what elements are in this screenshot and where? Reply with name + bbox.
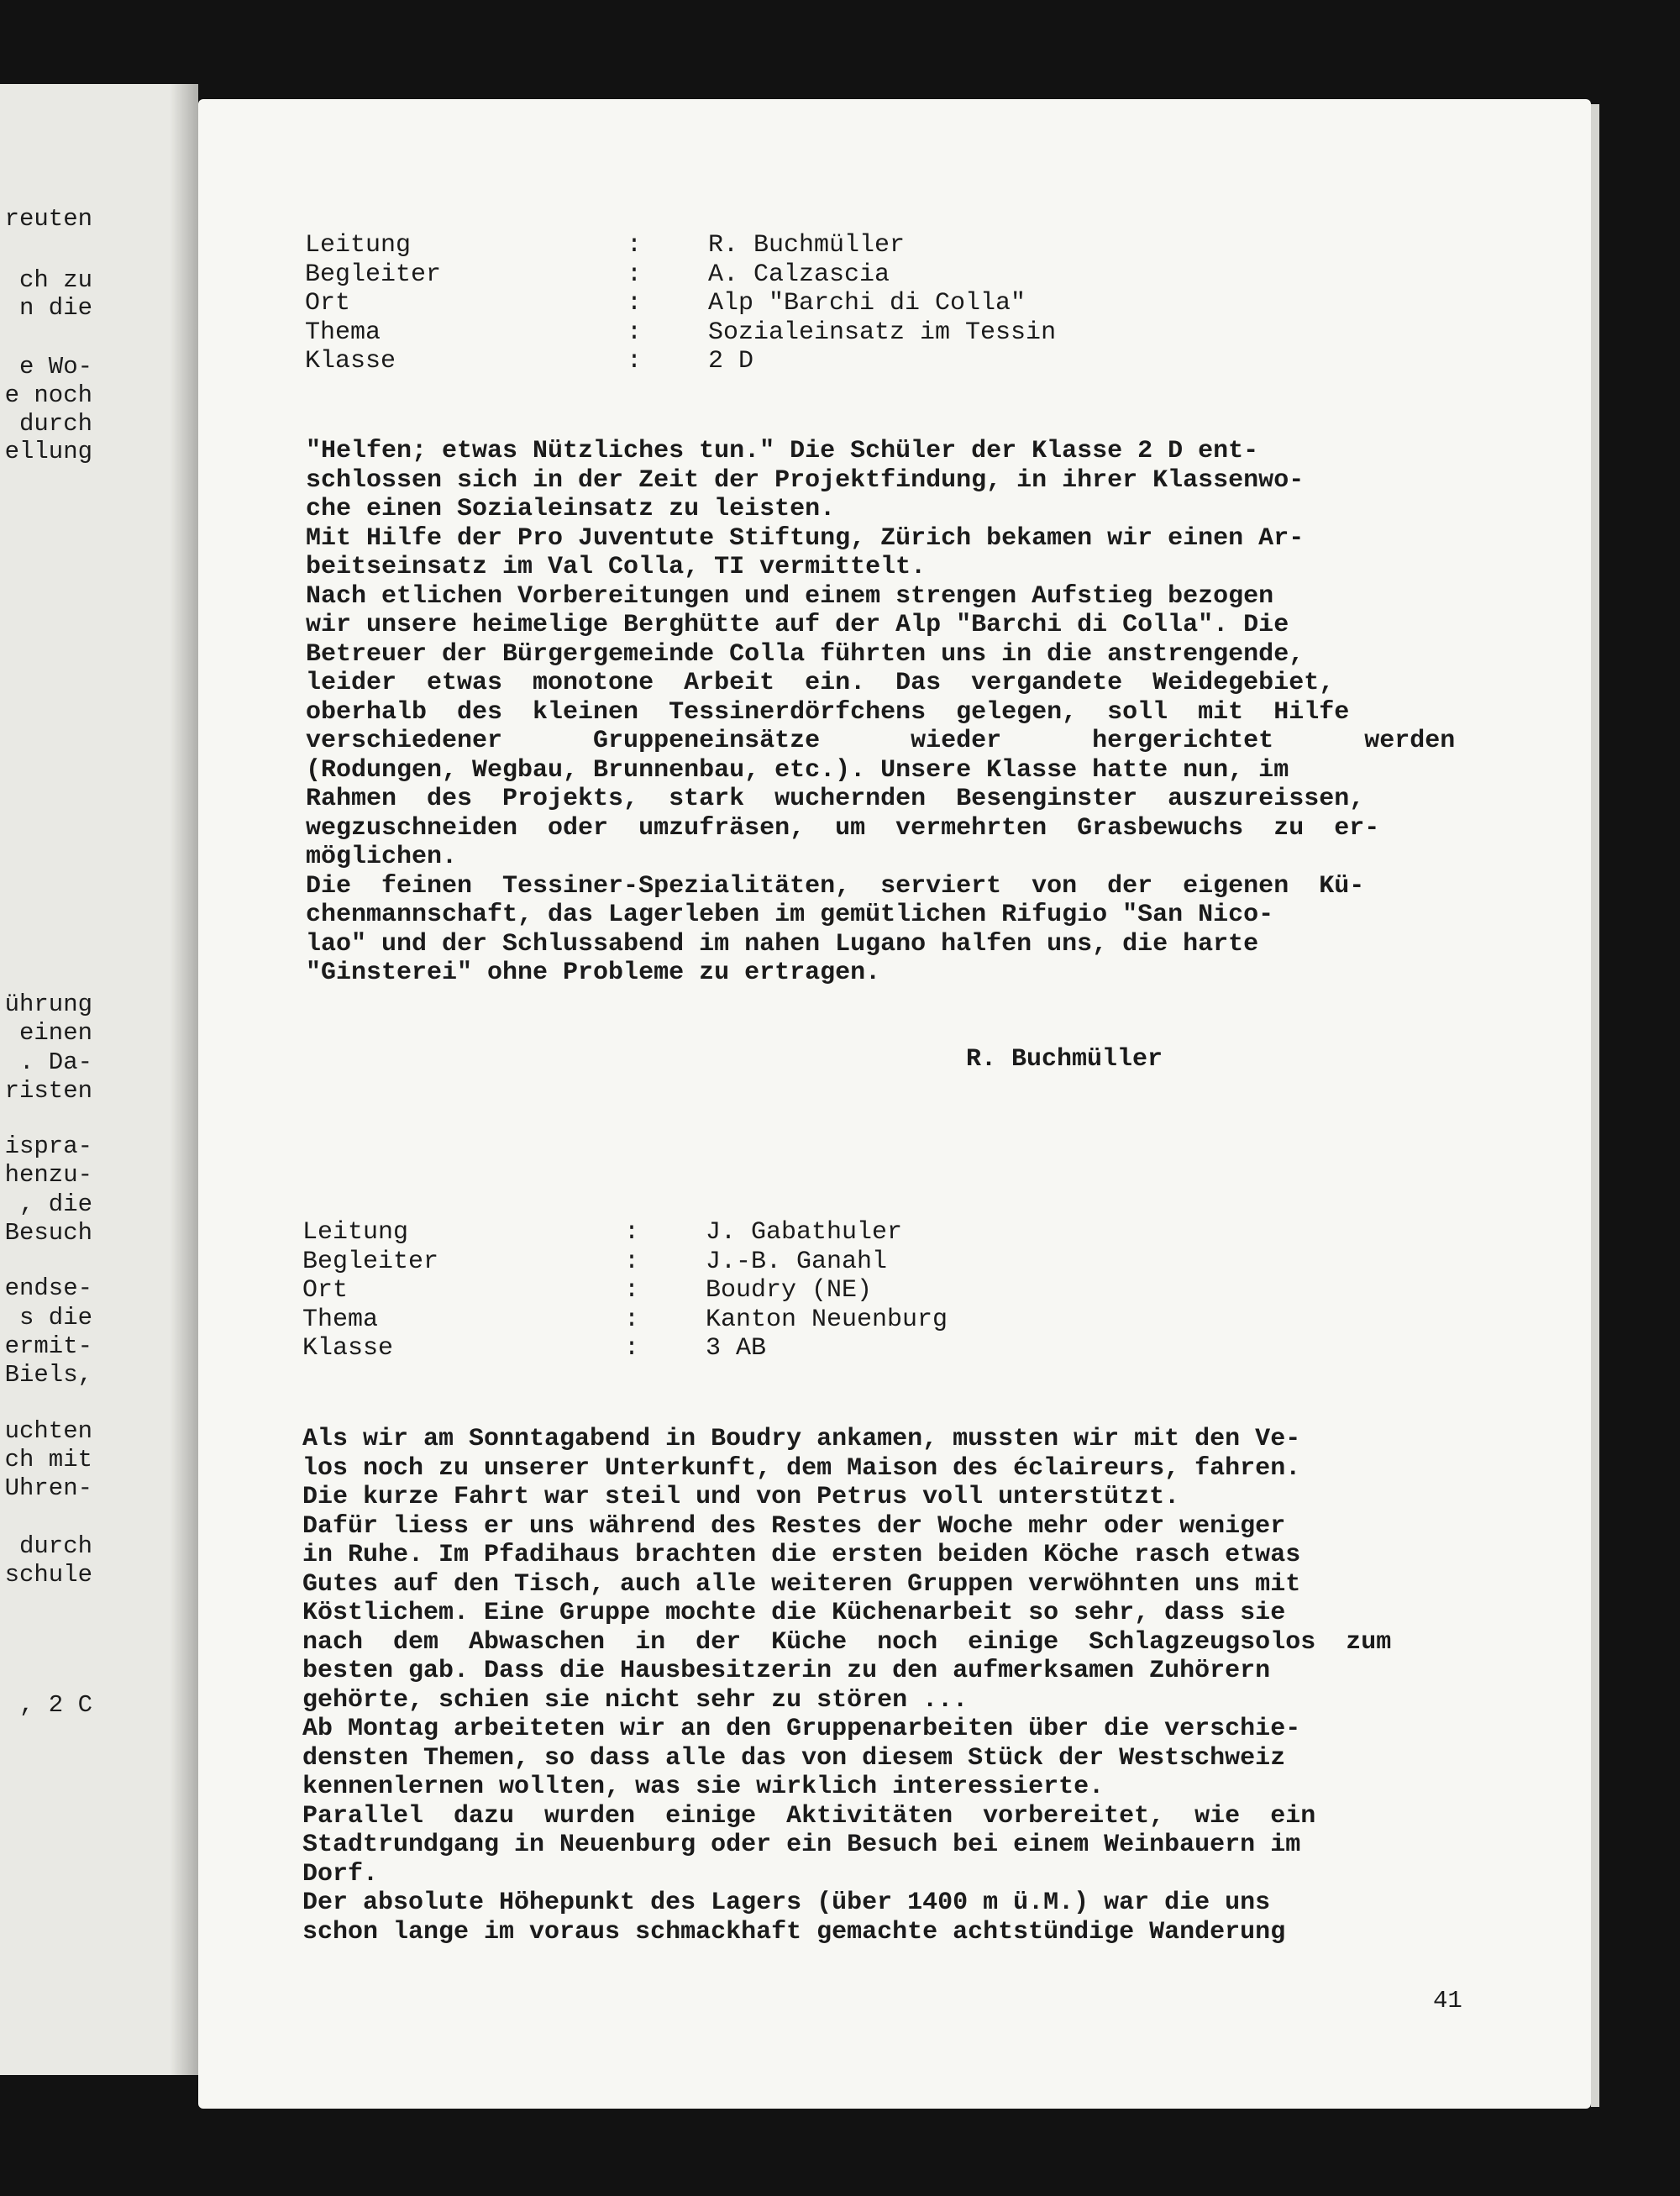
meta-value: Kanton Neuenburg — [706, 1305, 948, 1334]
meta-value: J. Gabathuler — [706, 1218, 903, 1247]
text-line: Mit Hilfe der Pro Juventute Stiftung, Zürich bekamen wir einen Ar- — [306, 523, 1305, 553]
left-page-fragment: ermit- — [4, 1332, 92, 1360]
left-page-fragment: durch — [18, 410, 92, 438]
meta-colon: : — [624, 1218, 640, 1247]
text-line: Dorf. — [302, 1859, 379, 1889]
left-page-fragment: endse- — [4, 1274, 92, 1302]
left-page-fragment: , 2 C — [18, 1691, 92, 1719]
text-line: Die kurze Fahrt war steil und von Petrus voll unterstützt. — [302, 1483, 1180, 1511]
left-page-fragment: ch mit — [4, 1446, 92, 1474]
text-line: Gutes auf den Tisch, auch alle weiteren Gruppen verwöhnten uns mit — [302, 1569, 1301, 1599]
text-line: schon lange im voraus schmackhaft gemachte achtstündige Wanderung — [302, 1917, 1286, 1946]
page-number: 41 — [1433, 1987, 1462, 2015]
text-line: Stadtrundgang in Neuenburg oder ein Besuch bei einem Weinbauern im — [302, 1831, 1301, 1859]
text-line: Betreuer der Bürgergemeinde Colla führten uns in die anstrengende, — [306, 639, 1305, 669]
left-page-fragment: risten — [4, 1077, 92, 1105]
meta-colon: : — [627, 318, 643, 347]
meta-value: Boudry (NE) — [706, 1276, 873, 1305]
text-line: Nach etlichen Vorbereitungen und einem strengen Aufstieg bezogen — [306, 581, 1274, 611]
left-page-fragment: s die — [18, 1304, 92, 1332]
left-page-fragment: , die — [18, 1190, 92, 1218]
meta-value: J.-B. Ganahl — [706, 1247, 888, 1276]
meta-value: R. Buchmüller — [708, 231, 906, 260]
text-line: kennenlernen wollten, was sie wirklich interessierte. — [302, 1773, 1105, 1801]
meta-label: Klasse — [302, 1334, 394, 1363]
left-page-fragment: Uhren- — [4, 1474, 92, 1502]
text-line: oberhalb des kleinen Tessinerdörfchens gelegen, soll mit Hilfe — [306, 697, 1350, 727]
section2-body — [302, 1425, 1391, 1946]
meta-colon: : — [627, 260, 643, 289]
meta-label: Ort — [302, 1276, 349, 1305]
meta-value: Alp "Barchi di Colla" — [708, 289, 1026, 318]
text-line: schlossen sich in der Zeit der Projektfindung, in ihrer Klassenwo- — [306, 465, 1305, 495]
meta-label: Thema — [302, 1305, 379, 1334]
text-line: Rahmen des Projekts, stark wuchernden Besenginster auszureissen, — [306, 785, 1365, 813]
left-page-fragment: ellung — [4, 438, 92, 465]
meta-value: 3 AB — [706, 1334, 767, 1363]
left-page-fragment: henzu- — [4, 1161, 92, 1189]
left-page-fragment: reuten — [4, 205, 92, 233]
text-line: nach dem Abwaschen in der Küche noch einige Schlagzeugsolos zum — [302, 1627, 1392, 1657]
text-line: densten Themen, so dass alle das von diesem Stück der Westschweiz — [302, 1743, 1286, 1773]
left-page-fragment: Besuch — [4, 1219, 92, 1247]
left-page-fragment: schule — [4, 1561, 92, 1589]
text-line: wegzuschneiden oder umzufräsen, um vermehrten Grasbewuchs zu er- — [306, 813, 1380, 843]
meta-label: Ort — [305, 289, 351, 318]
text-line: lao" und der Schlussabend im nahen Lugano halfen uns, die harte — [306, 929, 1259, 959]
text-line: in Ruhe. Im Pfadihaus brachten die ersten beiden Köche rasch etwas — [302, 1541, 1301, 1569]
section1-body — [306, 437, 1455, 988]
text-line: che einen Sozialeinsatz zu leisten. — [306, 495, 836, 523]
left-page-fragment: ührung — [4, 990, 92, 1018]
meta-colon: : — [627, 289, 643, 318]
text-line: Als wir am Sonntagabend in Boudry ankamen, mussten wir mit den Ve- — [302, 1425, 1301, 1453]
meta-label: Begleiter — [302, 1247, 439, 1276]
text-line: Die feinen Tessiner-Spezialitäten, serviert von der eigenen Kü- — [306, 871, 1365, 901]
text-line: möglichen. — [306, 843, 458, 871]
left-page-fragment: ch zu — [18, 266, 92, 294]
left-page-fragment: n die — [18, 294, 92, 322]
text-line: beitseinsatz im Val Colla, TI vermittelt. — [306, 553, 927, 581]
text-line: "Helfen; etwas Nützliches tun." Die Schüler der Klasse 2 D ent- — [306, 437, 1259, 465]
page-edge — [1591, 104, 1599, 2107]
meta-colon: : — [624, 1276, 640, 1305]
meta-label: Begleiter — [305, 260, 442, 289]
text-line: los noch zu unserer Unterkunft, dem Maison des éclaireurs, fahren. — [302, 1453, 1301, 1483]
meta-colon: : — [624, 1305, 640, 1334]
meta-colon: : — [627, 231, 643, 260]
meta-value: Sozialeinsatz im Tessin — [708, 318, 1057, 347]
text-line: gehörte, schien sie nicht sehr zu stören ... — [302, 1685, 969, 1715]
left-page — [0, 84, 198, 2075]
meta-colon: : — [624, 1247, 640, 1276]
text-line: leider etwas monotone Arbeit ein. Das vergandete Weidegebiet, — [306, 669, 1335, 697]
text-line: besten gab. Dass die Hausbesitzerin zu den aufmerksamen Zuhörern — [302, 1657, 1271, 1685]
text-line: Der absolute Höhepunkt des Lagers (über 1400 m ü.M.) war die uns — [302, 1889, 1271, 1917]
text-line: (Rodungen, Wegbau, Brunnenbau, etc.). Unsere Klasse hatte nun, im — [306, 755, 1289, 785]
meta-label: Thema — [305, 318, 381, 347]
left-page-fragment: ispra- — [4, 1132, 92, 1160]
meta-label: Leitung — [305, 231, 412, 260]
left-page-fragment: Biels, — [4, 1361, 92, 1389]
meta-value: 2 D — [708, 347, 754, 376]
left-page-fragment: einen — [18, 1019, 92, 1047]
left-page-fragment: . Da- — [18, 1048, 92, 1076]
text-line: Köstlichem. Eine Gruppe mochte die Küchenarbeit so sehr, dass sie — [302, 1599, 1286, 1627]
section1-signature: R. Buchmüller — [966, 1045, 1163, 1074]
left-page-fragment: durch — [18, 1532, 92, 1560]
text-line: Ab Montag arbeiteten wir an den Gruppenarbeiten über die verschie- — [302, 1715, 1301, 1743]
text-line: wir unsere heimelige Berghütte auf der Alp "Barchi di Colla". Die — [306, 611, 1289, 639]
text-line: "Ginsterei" ohne Probleme zu ertragen. — [306, 959, 881, 987]
text-line: Parallel dazu wurden einige Aktivitäten vorbereitet, wie ein — [302, 1801, 1316, 1831]
page-gutter-shadow — [170, 84, 198, 2075]
text-line: Dafür liess er uns während des Restes der Woche mehr oder weniger — [302, 1511, 1286, 1541]
left-page-fragment: e noch — [4, 381, 92, 409]
meta-value: A. Calzascia — [708, 260, 890, 289]
meta-colon: : — [627, 347, 643, 376]
text-line: chenmannschaft, das Lagerleben im gemütlichen Rifugio "San Nico- — [306, 901, 1274, 929]
text-line: verschiedener Gruppeneinsätze wieder hergerichtet werden — [306, 727, 1456, 755]
meta-label: Klasse — [305, 347, 396, 376]
left-page-fragment: uchten — [4, 1417, 92, 1445]
meta-colon: : — [624, 1334, 640, 1363]
left-page-fragment: e Wo- — [18, 353, 92, 381]
meta-label: Leitung — [302, 1218, 409, 1247]
